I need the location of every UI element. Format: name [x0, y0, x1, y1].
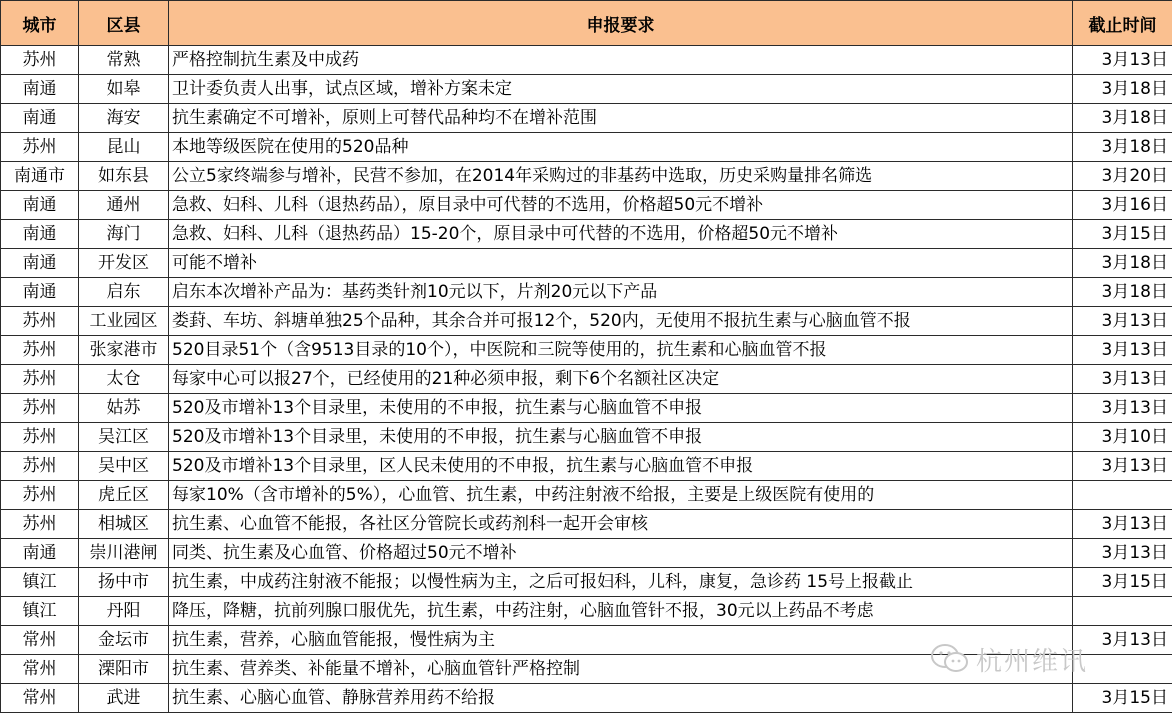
- cell-deadline: 3月13日: [1073, 539, 1172, 568]
- header-row: [1, 1, 1172, 46]
- cell-deadline: [1073, 597, 1172, 626]
- cell-district: 如东县: [79, 162, 169, 191]
- cell-deadline: 3月20日: [1073, 162, 1172, 191]
- table-row: [1, 307, 1172, 336]
- cell-requirement: 抗生素，中成药注射液不能报；以慢性病为主，之后可报妇科，儿科，康复，急诊药 15号上报截止: [169, 568, 1073, 597]
- cell-city: 常州: [1, 684, 79, 713]
- cell-requirement: 卫计委负责人出事，试点区域，增补方案未定: [169, 75, 1073, 104]
- table-row: [1, 568, 1172, 597]
- cell-city: 镇江: [1, 597, 79, 626]
- cell-district: 如皋: [79, 75, 169, 104]
- table-row: [1, 278, 1172, 307]
- cell-requirement: 520及市增补13个目录里，区人民未使用的不申报，抗生素与心脑血管不申报: [169, 452, 1073, 481]
- cell-deadline: 3月13日: [1073, 336, 1172, 365]
- table-row: [1, 46, 1172, 75]
- table-row: [1, 365, 1172, 394]
- cell-requirement: 每家10%（含市增补的5%），心血管、抗生素，中药注射液不给报，主要是上级医院有使用的: [169, 481, 1073, 510]
- cell-district: 海门: [79, 220, 169, 249]
- cell-deadline: 3月15日: [1073, 684, 1172, 713]
- table-row: [1, 220, 1172, 249]
- cell-district: 金坛市: [79, 626, 169, 655]
- header-city: 城市: [1, 1, 79, 46]
- cell-district: 海安: [79, 104, 169, 133]
- cell-city: 苏州: [1, 394, 79, 423]
- cell-requirement: 抗生素、营养类、补能量不增补，心脑血管针严格控制: [169, 655, 1073, 684]
- cell-district: 丹阳: [79, 597, 169, 626]
- cell-city: 常州: [1, 655, 79, 684]
- cell-deadline: 3月13日: [1073, 626, 1172, 655]
- cell-deadline: 3月13日: [1073, 452, 1172, 481]
- table-body: [1, 46, 1172, 713]
- cell-city: 南通: [1, 220, 79, 249]
- cell-city: 苏州: [1, 336, 79, 365]
- cell-city: 常州: [1, 626, 79, 655]
- cell-deadline: [1073, 481, 1172, 510]
- cell-district: 昆山: [79, 133, 169, 162]
- table-row: [1, 597, 1172, 626]
- watermark-text: 杭州维讯: [976, 646, 1089, 677]
- cell-deadline: 3月18日: [1073, 104, 1172, 133]
- cell-district: 太仓: [79, 365, 169, 394]
- table-row: [1, 481, 1172, 510]
- cell-requirement: 公立5家终端参与增补，民营不参加，在2014年采购过的非基药中选取，历史采购量排名筛选: [169, 162, 1073, 191]
- cell-deadline: 3月13日: [1073, 365, 1172, 394]
- cell-city: 南通: [1, 104, 79, 133]
- cell-requirement: 急救、妇科、儿科（退热药品）15-20个，原目录中可代替的不选用，价格超50元不增补: [169, 220, 1073, 249]
- cell-deadline: 3月13日: [1073, 394, 1172, 423]
- table-row: [1, 75, 1172, 104]
- cell-city: 南通: [1, 278, 79, 307]
- cell-district: 吴江区: [79, 423, 169, 452]
- header-requirement: 申报要求: [169, 1, 1073, 46]
- cell-requirement: 本地等级医院在使用的520品种: [169, 133, 1073, 162]
- cell-requirement: 520及市增补13个目录里，未使用的不申报，抗生素与心脑血管不申报: [169, 394, 1073, 423]
- cell-district: 溧阳市: [79, 655, 169, 684]
- cell-deadline: 3月16日: [1073, 191, 1172, 220]
- cell-district: 武进: [79, 684, 169, 713]
- table-row: [1, 104, 1172, 133]
- cell-requirement: 急救、妇科、儿科（退热药品），原目录中可代替的不选用，价格超50元不增补: [169, 191, 1073, 220]
- cell-city: 苏州: [1, 307, 79, 336]
- table-row: [1, 510, 1172, 539]
- cell-requirement: 同类、抗生素及心血管、价格超过50元不增补: [169, 539, 1073, 568]
- cell-district: 虎丘区: [79, 481, 169, 510]
- cell-deadline: 3月13日: [1073, 510, 1172, 539]
- cell-requirement: 520目录51个（含9513目录的10个），中医院和三院等使用的，抗生素和心脑血管不报: [169, 336, 1073, 365]
- cell-requirement: 抗生素，营养，心脑血管能报，慢性病为主: [169, 626, 1073, 655]
- table-row: [1, 684, 1172, 713]
- cell-deadline: 3月15日: [1073, 220, 1172, 249]
- cell-requirement: 抗生素、心脑心血管、静脉营养用药不给报: [169, 684, 1073, 713]
- table-row: [1, 394, 1172, 423]
- header-deadline: 截止时间: [1073, 1, 1172, 46]
- cell-deadline: 3月18日: [1073, 278, 1172, 307]
- cell-deadline: 3月18日: [1073, 133, 1172, 162]
- cell-district: 相城区: [79, 510, 169, 539]
- cell-district: 姑苏: [79, 394, 169, 423]
- cell-city: 苏州: [1, 423, 79, 452]
- table-row: [1, 133, 1172, 162]
- header-district: 区县: [79, 1, 169, 46]
- cell-requirement: 每家中心可以报27个，已经使用的21种必须申报，剩下6个名额社区决定: [169, 365, 1073, 394]
- cell-city: 南通: [1, 539, 79, 568]
- cell-city: 南通: [1, 191, 79, 220]
- cell-deadline: 3月13日: [1073, 307, 1172, 336]
- cell-district: 开发区: [79, 249, 169, 278]
- cell-requirement: 抗生素确定不可增补，原则上可替代品种均不在增补范围: [169, 104, 1073, 133]
- cell-district: 启东: [79, 278, 169, 307]
- cell-city: 镇江: [1, 568, 79, 597]
- cell-requirement: 降压，降糖，抗前列腺口服优先，抗生素，中药注射，心脑血管针不报，30元以上药品不考虑: [169, 597, 1073, 626]
- cell-deadline: 3月13日: [1073, 46, 1172, 75]
- cell-requirement: 启东本次增补产品为：基药类针剂10元以下，片剂20元以下产品: [169, 278, 1073, 307]
- table-row: [1, 423, 1172, 452]
- table-row: [1, 249, 1172, 278]
- cell-city: 苏州: [1, 481, 79, 510]
- cell-city: 苏州: [1, 46, 79, 75]
- cell-city: 南通: [1, 75, 79, 104]
- table-row: [1, 452, 1172, 481]
- cell-deadline: [1073, 655, 1172, 684]
- table-row: [1, 162, 1172, 191]
- cell-district: 工业园区: [79, 307, 169, 336]
- cell-requirement: 抗生素、心血管不能报，各社区分管院长或药剂科一起开会审核: [169, 510, 1073, 539]
- cell-requirement: 娄葑、车坊、斜塘单独25个品种，其余合并可报12个，520内，无使用不报抗生素与心脑血管不报: [169, 307, 1073, 336]
- cell-district: 张家港市: [79, 336, 169, 365]
- cell-district: 常熟: [79, 46, 169, 75]
- table-row: [1, 655, 1172, 684]
- cell-city: 南通: [1, 249, 79, 278]
- table-row: [1, 626, 1172, 655]
- cell-requirement: 可能不增补: [169, 249, 1073, 278]
- table-row: [1, 191, 1172, 220]
- cell-city: 苏州: [1, 365, 79, 394]
- cell-requirement: 520及市增补13个目录里，未使用的不申报，抗生素与心脑血管不申报: [169, 423, 1073, 452]
- table-row: [1, 539, 1172, 568]
- cell-deadline: 3月10日: [1073, 423, 1172, 452]
- cell-deadline: 3月18日: [1073, 75, 1172, 104]
- cell-city: 苏州: [1, 133, 79, 162]
- cell-district: 通州: [79, 191, 169, 220]
- cell-district: 扬中市: [79, 568, 169, 597]
- cell-deadline: 3月18日: [1073, 249, 1172, 278]
- cell-city: 苏州: [1, 510, 79, 539]
- cell-requirement: 严格控制抗生素及中成药: [169, 46, 1073, 75]
- table-row: [1, 336, 1172, 365]
- cell-district: 崇川港闸: [79, 539, 169, 568]
- cell-city: 苏州: [1, 452, 79, 481]
- cell-city: 南通市: [1, 162, 79, 191]
- cell-district: 吴中区: [79, 452, 169, 481]
- cell-deadline: 3月15日: [1073, 568, 1172, 597]
